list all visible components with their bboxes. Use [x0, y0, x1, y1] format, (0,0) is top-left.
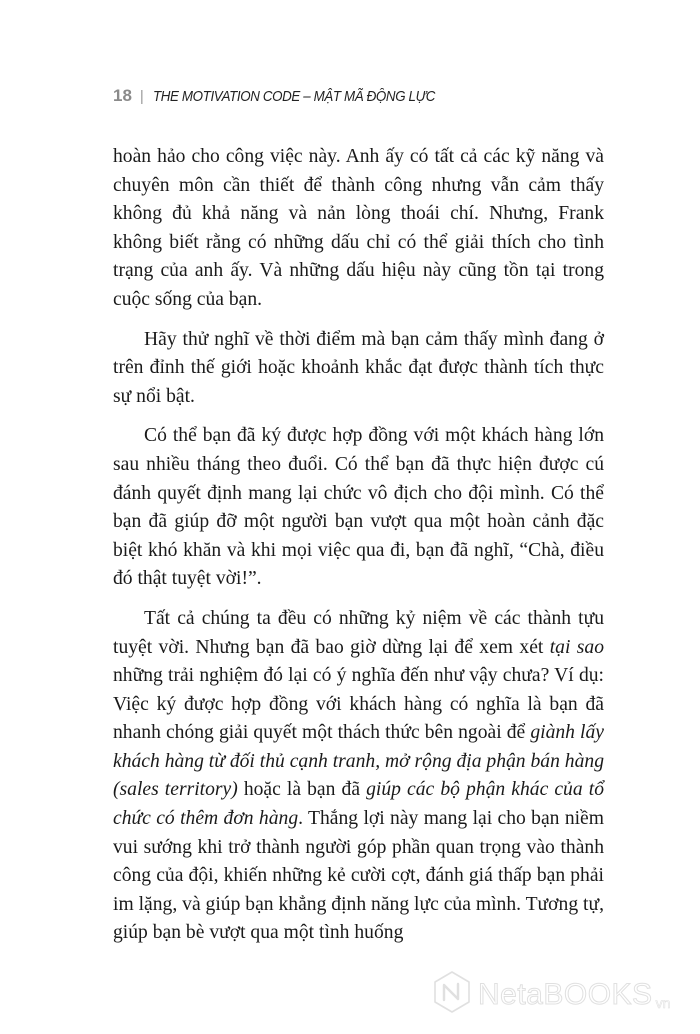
watermark [432, 970, 670, 1019]
paragraph [113, 605, 604, 948]
paragraph [113, 143, 604, 315]
text-segment: . Thắng lợi này mang lại cho bạn niềm vui sướng khi trở thành người góp phần quan trọng vào thành công của đội, khiến những kẻ cười cợt, đánh giá thấp bạn phải im lặng, và giúp bạn khẳng định năng lực của mình. Tương tự, giúp bạn bè vượt qua một tình huống [113, 808, 604, 944]
running-title: THE MOTIVATION CODE – MẬT MÃ ĐỘNG LỰC [152, 89, 435, 105]
italic-text: giành lấy khách hàng từ đối thủ cạnh tranh, mở rộng địa phận bán hàng (sales territory) [113, 722, 604, 801]
paragraph [113, 422, 604, 594]
text-segment: Tất cả chúng ta đều có những kỷ niệm về các thành tựu tuyệt vời. Nhưng bạn đã bao giờ dừng lại để xem xét [113, 607, 604, 658]
header-separator: | [139, 88, 144, 105]
watermark-text: NetaBOOKS [478, 977, 653, 1011]
italic-text: giúp các bộ phận khác của tổ chức có thêm đơn hàng [113, 779, 604, 830]
page-number: 18 [113, 86, 132, 105]
text-segment: Có thể bạn đã ký được hợp đồng với một khách hàng lớn sau nhiều tháng theo đuổi. Có thể bạn đã thực hiện được cú đánh quyết định mang lại chức vô địch cho đội mình. Có thể bạn đã giúp đỡ một người bạn vượt qua một hoàn cảnh đặc biệt khó khăn và khi mọi việc qua đi, bạn đã nghĩ, “Chà, điều đó thật tuyệt vời!”. [113, 425, 604, 590]
text-segment: hoàn hảo cho công việc này. Anh ấy có tất cả các kỹ năng và chuyên môn cần thiết để thành công nhưng vẫn cảm thấy không đủ khả năng và nản lòng thoái chí. Nhưng, Frank không biết rằng có những dấu chỉ có thể giải thích cho tình trạng của anh ấy. Và những dấu hiệu này cũng tồn tại trong cuộc sống của bạn. [113, 146, 604, 310]
italic-text: tại sao [549, 636, 604, 658]
text-segment: hoặc là bạn đã [237, 779, 367, 801]
text-segment: những trải nghiệm đó lại có ý nghĩa đến như vậy chưa? Ví dụ: Việc ký được hợp đồng với khách hàng có nghĩa là bạn đã nhanh chóng giải quyết một thách thức bên ngoài để [113, 665, 604, 744]
paragraph [113, 326, 604, 412]
netabooks-logo-icon [432, 970, 472, 1019]
watermark-suffix: vn [655, 995, 671, 1011]
page-header [113, 86, 459, 106]
body-text [113, 143, 604, 959]
text-segment: Hãy thử nghĩ về thời điểm mà bạn cảm thấy mình đang ở trên đỉnh thế giới hoặc khoảnh khắc đạt được thành tích thực sự nổi bật. [113, 328, 604, 407]
